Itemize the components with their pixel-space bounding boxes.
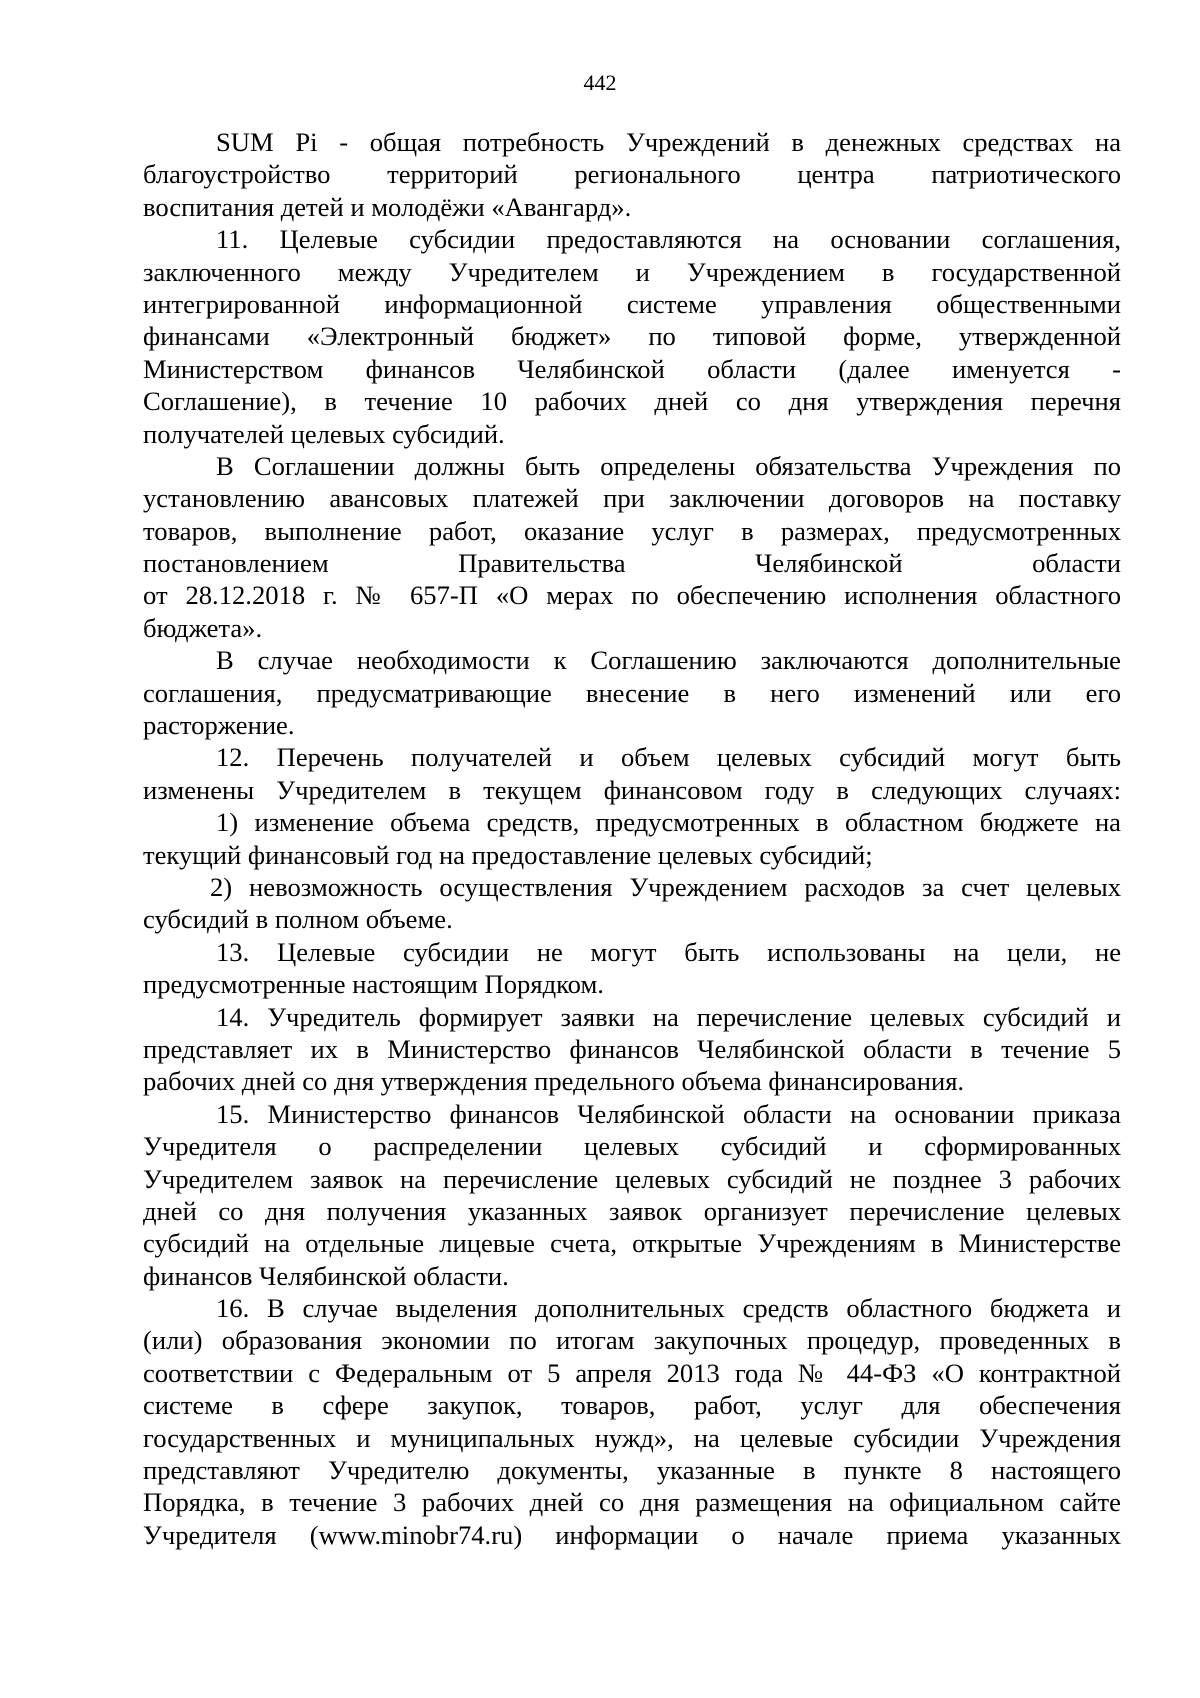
paragraph-p-sum-pi	[143, 126, 1121, 223]
text-line: изменены Учредителем в текущем финансовом году в следующих случаях:	[143, 774, 1121, 805]
text-line: бюджета».	[143, 612, 263, 643]
text-line: субсидий в полном объеме.	[143, 904, 453, 935]
text-line: текущий финансовый год на предоставление целевых субсидий;	[143, 839, 873, 870]
paragraph-p-12-1	[143, 806, 1121, 871]
paragraph-p-16	[143, 1292, 1121, 1551]
text-line: товаров, выполнение работ, оказание услуг в размерах, предусмотренных	[143, 515, 1121, 546]
text-line: представляют Учредителю документы, указанные в пункте 8 настоящего	[143, 1455, 1121, 1486]
text-line: 1) изменение объема средств, предусмотренных в областном бюджете на	[216, 807, 1121, 838]
text-line: получателей целевых субсидий.	[143, 418, 505, 449]
text-line: 2) невозможность осуществления Учреждением расходов за счет целевых	[210, 871, 1121, 902]
text-line: соглашения, предусматривающие внесение в него изменений или его	[143, 677, 1121, 708]
text-line: интегрированной информационной системе управления общественными	[143, 288, 1121, 319]
text-line: государственных и муниципальных нужд», на целевые субсидии Учреждения	[143, 1422, 1121, 1453]
text-line: воспитания детей и молодёжи «Авангард».	[143, 191, 632, 222]
paragraph-p-11	[143, 223, 1121, 450]
text-line: В Соглашении должны быть определены обязательства Учреждения по	[216, 450, 1121, 481]
text-line: В случае необходимости к Соглашению заключаются дополнительные	[216, 645, 1121, 676]
text-line: предусмотренные настоящим Порядком.	[143, 969, 604, 1000]
text-line: Министерством финансов Челябинской области (далее именуется -	[143, 353, 1121, 384]
text-line: SUM Pi - общая потребность Учреждений в денежных средствах на	[216, 127, 1121, 157]
text-line: Учредителя о распределении целевых субсидий и сформированных	[143, 1131, 1121, 1162]
text-line: Учредителем заявок на перечисление целевых субсидий не позднее 3 рабочих	[143, 1163, 1121, 1194]
text-line: от 28.12.2018 г. № 657-П «О мерах по обеспечению исполнения областного	[143, 580, 1121, 611]
text-line: Порядка, в течение 3 рабочих дней со дня размещения на официальном сайте	[143, 1487, 1121, 1518]
paragraph-p-12	[143, 741, 1121, 806]
paragraph-p-12-2	[143, 871, 1121, 936]
text-line: дней со дня получения указанных заявок организует перечисление целевых	[143, 1195, 1121, 1226]
text-line: 16. В случае выделения дополнительных средств областного бюджета и	[216, 1293, 1121, 1324]
text-line: представляет их в Министерство финансов Челябинской области в течение 5	[143, 1033, 1121, 1064]
paragraph-p-soglashenie-obyazatelstva	[143, 450, 1121, 644]
paragraph-p-13	[143, 936, 1121, 1001]
text-line: системе в сфере закупок, товаров, работ, услуг для обеспечения	[143, 1390, 1121, 1421]
text-line: рабочих дней со дня утверждения предельного объема финансирования.	[143, 1066, 965, 1097]
text-line: Учредителя (www.minobr74.ru) информации о начале приема указанных	[143, 1519, 1121, 1550]
text-line: (или) образования экономии по итогам закупочных процедур, проведенных в	[143, 1325, 1121, 1356]
text-line: субсидий на отдельные лицевые счета, открытые Учреждениям в Министерстве	[143, 1228, 1121, 1259]
text-line: благоустройство территорий регионального центра патриотического	[143, 159, 1121, 190]
document-body	[143, 126, 1121, 1551]
text-line: финансами «Электронный бюджет» по типовой форме, утвержденной	[143, 321, 1121, 352]
text-line: установлению авансовых платежей при заключении договоров на поставку	[143, 483, 1121, 514]
text-line: 14. Учредитель формирует заявки на перечисление целевых субсидий и	[216, 1001, 1121, 1032]
text-line: 12. Перечень получателей и объем целевых субсидий могут быть	[216, 742, 1121, 773]
paragraph-p-dopolnitelnye	[143, 644, 1121, 741]
text-line: финансов Челябинской области.	[143, 1260, 509, 1291]
paragraph-p-14	[143, 1001, 1121, 1098]
page-number: 442	[583, 70, 617, 95]
text-line: заключенного между Учредителем и Учреждением в государственной	[143, 256, 1121, 287]
paragraph-p-15	[143, 1098, 1121, 1292]
text-line: расторжение.	[143, 710, 295, 741]
text-line: 15. Министерство финансов Челябинской области на основании приказа	[216, 1098, 1121, 1129]
text-line: Соглашение), в течение 10 рабочих дней со дня утверждения перечня	[143, 386, 1121, 417]
text-line: постановлением Правительства Челябинской области	[143, 548, 1121, 579]
text-line: соответствии с Федеральным от 5 апреля 2013 года № 44-ФЗ «О контрактной	[143, 1357, 1121, 1388]
text-line: 11. Целевые субсидии предоставляются на основании соглашения,	[216, 224, 1121, 255]
text-line: 13. Целевые субсидии не могут быть использованы на цели, не	[216, 936, 1121, 967]
